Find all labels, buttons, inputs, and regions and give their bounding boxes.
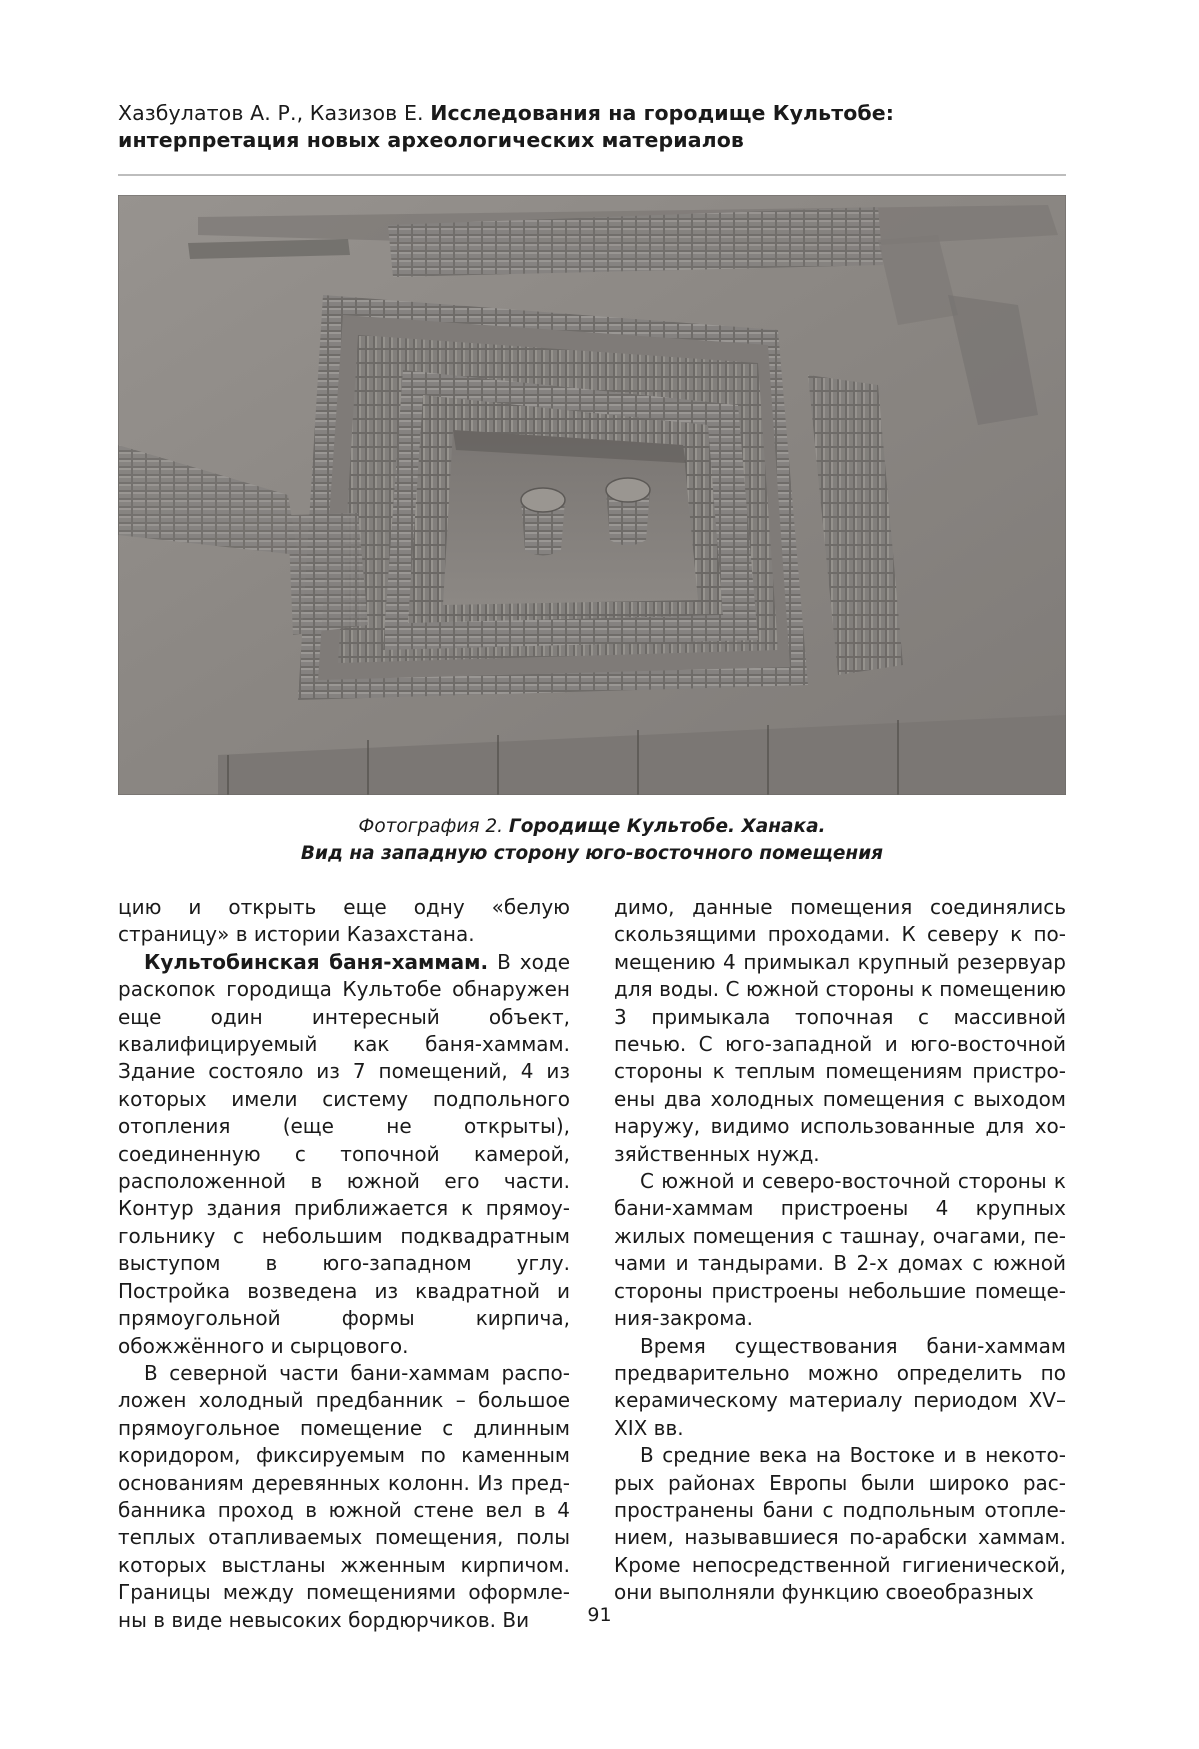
page-number: 91 [587,1604,612,1626]
section-heading: Культобинская баня-хаммам. [144,949,489,974]
paragraph: В средние века на Востоке и в некоторых районах Европы были широко распространены бани с подпольным отоплением, называвшиеся по-арабски хаммам. Кроме непосредственной гигиенической, они выполняли функцию своеобразных [614,1443,1066,1605]
paragraph: С южной и северо-восточной стороны к бани-хаммам пристроены 4 крупных жилых помещения с ташнау, очагами, печами и тандырами. В 2-х домах с южной стороны пристроены небольшие помещения-закрома. [614,1169,1066,1331]
excavation-photo [118,195,1066,795]
paragraph [118,949,570,1360]
header-authors: Хазбулатов А. Р., Казизов Е. [118,101,431,125]
figure-subtitle: Вид на западную сторону юго-восточного помещения [300,843,884,864]
running-header [118,100,1066,154]
paragraph: Время существования бани-хаммам предварительно можно определить по керамическому материалу периодом XV–XIX вв. [614,1333,1066,1440]
header-divider [118,174,1066,176]
right-column [614,894,1066,1607]
figure-caption [118,813,1066,867]
paragraph: димо, данные помещения соединялись скользящими проходами. К северу к помещению 4 примыкал крупный резервуар для воды. С южной стороны к помещению 3 примыкала топочная с массивной печью. С юго-западной и юго-восточной стороны к теплым помещениям пристроены два холодных помещения с выходом наружу, видимо использованные для хозяйственных нужд. [614,895,1066,1166]
paragraph: В северной части бани-хаммам расположен холодный предбанник – большое прямоугольное помещение с длинным коридором, фиксируемым по каменным основаниям деревянных колонн. Из предбанника проход в южной стене вел в 4 теплых отапливаемых помещения, полы которых выстланы жженным кирпичом. Границы между помещениями оформлены в виде невысоких бордюрчиков. Ви [118,1360,570,1632]
figure-title: Городище Культобе. Ханака. [508,816,826,837]
left-column [118,894,570,1634]
paragraph-text: В ходе раскопок городища Культобе обнаружен еще один интересный объект, квалифицируемый как баня-хаммам. Здание состояло из 7 помещений, 4 из которых имели систему подпольного отопления (еще не открыты), соединенную с топочной камерой, расположенной в южной его части. Контур здания приближается к прямоугольнику с небольшим подквадратным выступом в юго-западном углу. Постройка возведена из квадратной и прямоугольной формы кирпича, обожжённого и сырцового. [118,949,571,1358]
figure-label: Фотография 2. [358,816,509,837]
header-title: Исследования на городище Культобе: интерпретация новых археологических материалов [118,101,895,152]
paragraph: цию и открыть еще одну «белую страницу» в истории Казахстана. [118,895,570,947]
